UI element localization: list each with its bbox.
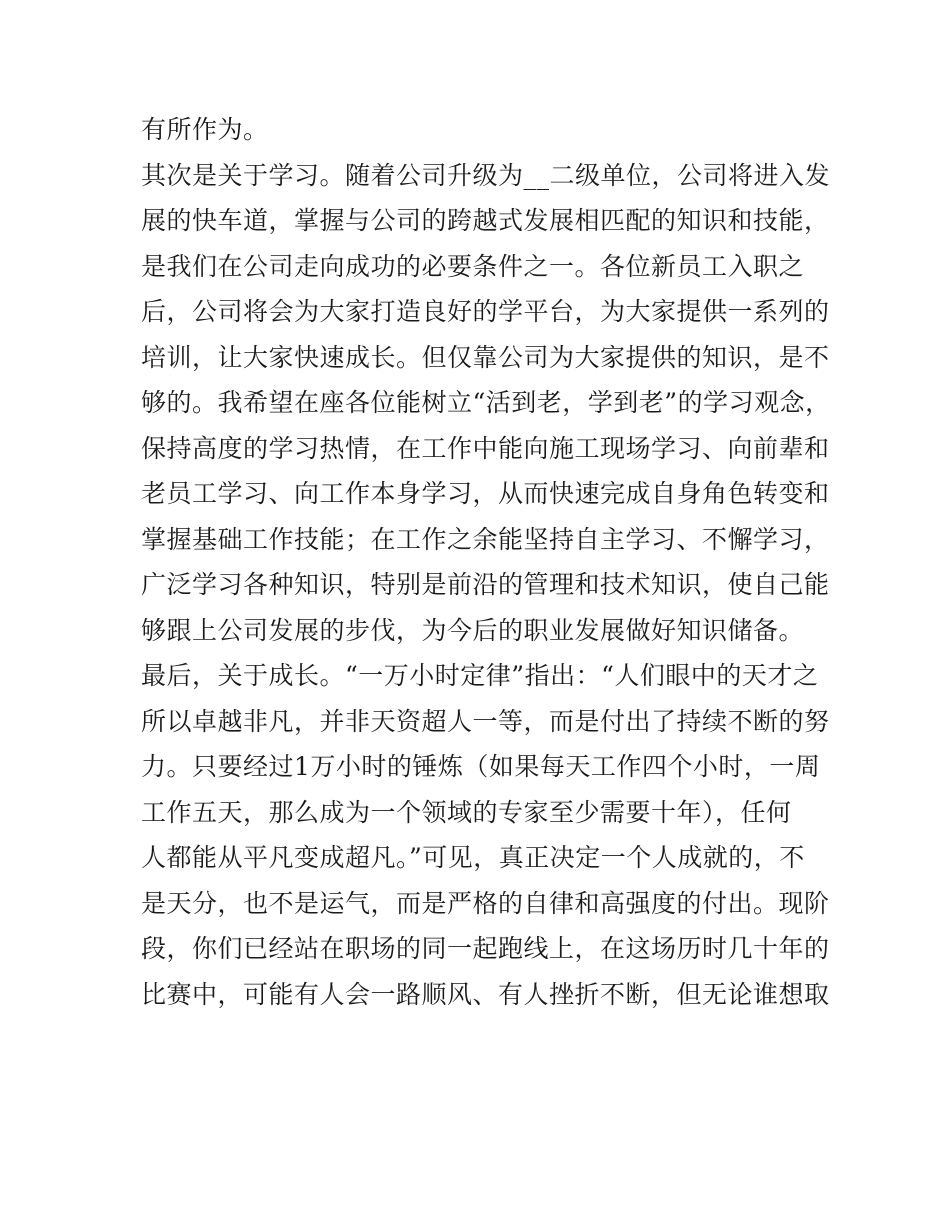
text-line: 掌握基础工作技能；在工作之余能坚持自主学习、不懈学习， bbox=[141, 524, 830, 554]
text-line: 保持高度的学习热情，在工作中能向施工现场学习、向前辈和 bbox=[141, 433, 830, 463]
text-line: 有所作为。 bbox=[141, 115, 269, 144]
text-line: 是天分，也不是运气，而是严格的自律和高强度的付出。现阶 bbox=[141, 888, 830, 918]
text-line: 人都能从平凡变成超凡。”可见，真正决定一个人成就的，不 bbox=[141, 843, 805, 872]
text-line: 老员工学习、向工作本身学习，从而快速完成自身角色转变和 bbox=[141, 479, 830, 508]
text-line: 力。只要经过1万小时的锤炼（如果每天工作四个小时，一周 bbox=[141, 752, 821, 781]
text-line: 广泛学习各种知识，特别是前沿的管理和技术知识，使自己能 bbox=[141, 570, 830, 599]
text-line: 够的。我希望在座各位能树立“活到老，学到老”的学习观念， bbox=[141, 388, 831, 417]
text-line: 最后，关于成长。“一万小时定律”指出：“人们眼中的天才之 bbox=[141, 661, 819, 690]
text-line: 展的快车道，掌握与公司的跨越式发展相匹配的知识和技能， bbox=[141, 206, 830, 235]
text-line: 其次是关于学习。随着公司升级为__二级单位，公司将进入发 bbox=[141, 160, 831, 190]
text-line: 所以卓越非凡，并非天资超人一等，而是付出了持续不断的努 bbox=[141, 706, 830, 736]
text-line: 比赛中，可能有人会一路顺风、有人挫折不断，但无论谁想取 bbox=[141, 979, 830, 1009]
text-line: 段，你们已经站在职场的同一起跑线上，在这场历时几十年的 bbox=[141, 934, 830, 963]
text-line: 培训，让大家快速成长。但仅靠公司为大家提供的知识，是不 bbox=[141, 342, 830, 372]
text-line: 够跟上公司发展的步伐，为今后的职业发展做好知识储备。 bbox=[141, 615, 805, 645]
text-line: 后，公司将会为大家打造良好的学平台，为大家提供一系列的 bbox=[141, 297, 830, 326]
body-text bbox=[141, 107, 831, 1017]
text-line: 是我们在公司走向成功的必要条件之一。各位新员工入职之 bbox=[141, 251, 805, 281]
text-line: 工作五天，那么成为一个领域的专家至少需要十年），任何 bbox=[141, 797, 792, 827]
